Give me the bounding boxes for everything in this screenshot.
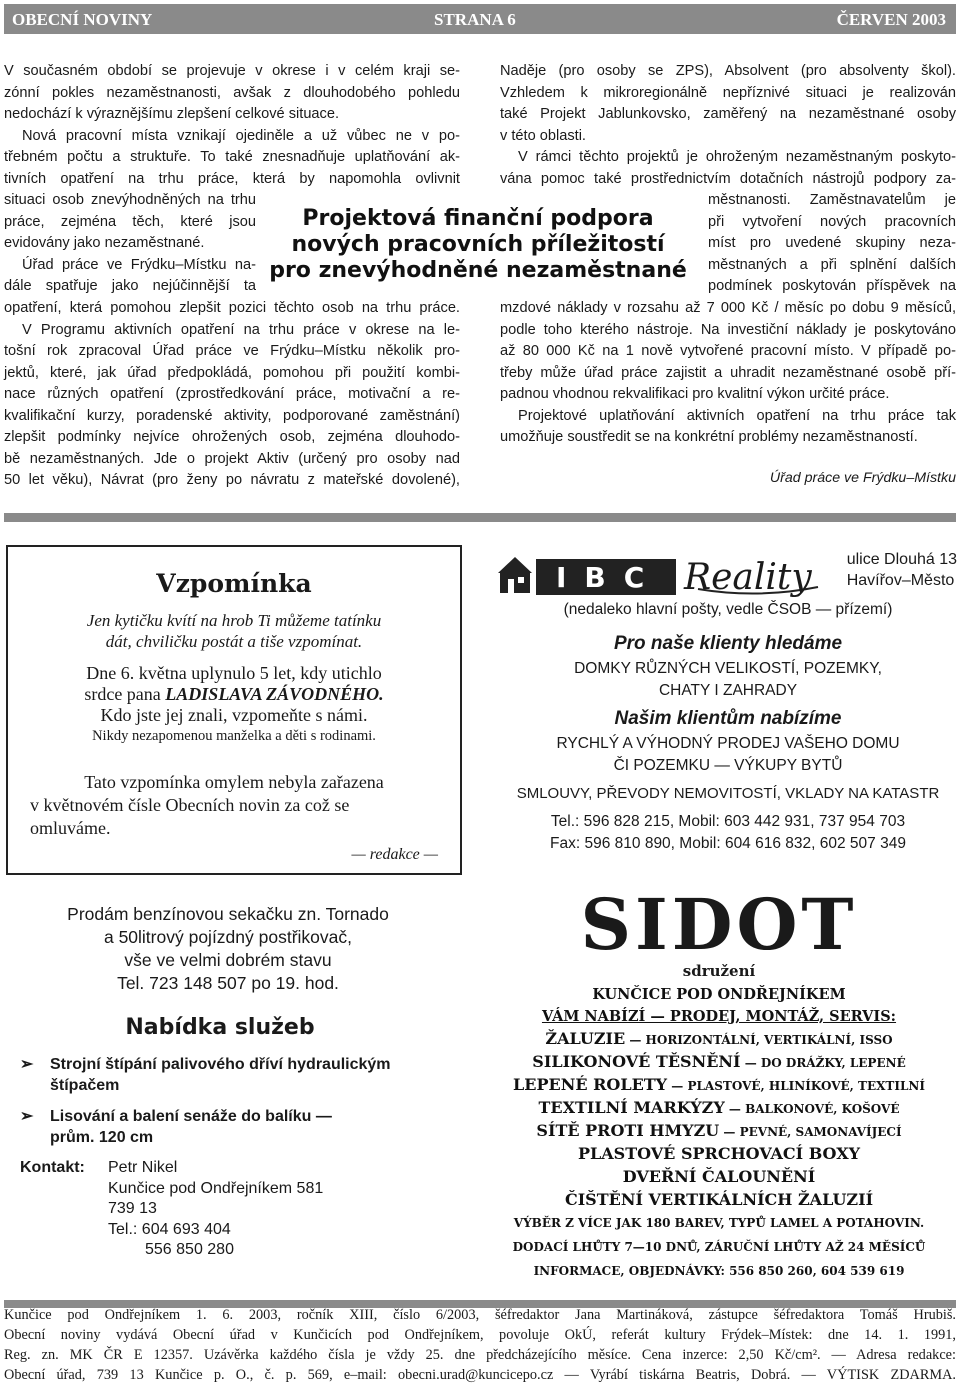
imprint-line: Reg. zn. MK ČR E 12357. Uzávěrka každého čísla je vždy 25. dne předcházejícího měsíce. Cena inzerce: 2,50 Kč/cm². — Adresa redakce: xyxy=(4,1347,956,1363)
sidot-line-calouneni: DVEŘNÍ ČALOUNĚNÍ xyxy=(622,1167,816,1186)
article-right-wrap xyxy=(708,190,956,298)
services-contact xyxy=(20,1158,460,1261)
ibc-logo xyxy=(498,553,828,597)
sidot-logo: SIDOT xyxy=(580,883,858,966)
newspaper-name: OBECNÍ NOVINY xyxy=(12,10,153,29)
contact-line: 739 13 xyxy=(108,1200,157,1217)
contact-line: 556 850 280 xyxy=(145,1241,234,1258)
sidot-line-cisteni: ČIŠTĚNÍ VERTIKÁLNÍCH ŽALUZIÍ xyxy=(564,1190,874,1209)
memorial-line: Nikdy nezapomenou manželka a děti s rodinami. xyxy=(92,728,376,744)
text-line: v této oblasti. xyxy=(500,127,586,144)
memorial-apology xyxy=(30,771,438,840)
apology-line: omluváme. xyxy=(30,818,111,838)
sidot-line-lhuty: DODACÍ LHŮTY 7—10 DNŮ, ZÁRUČNÍ LHŮTY AŽ 24 MĚSÍCŮ xyxy=(512,1240,926,1254)
title-line: nových pracovních příležitostí xyxy=(291,232,665,257)
ibc-location: (nedaleko hlavní pošty, vedle ČSOB — přízemí) xyxy=(563,601,893,618)
text-line: bě nezaměstnaných. Jde o projekt Aktiv (určený pro osoby nad xyxy=(4,450,460,467)
product-detail: — PEVNÉ, SAMONAVÍJECÍ xyxy=(719,1125,902,1139)
poem-line: dát, chviličku postát a tiše vzpomínat. xyxy=(105,632,363,651)
memorial-line: Kdo jste jej znali, vzpomeňte s námi. xyxy=(100,705,368,725)
text-line: V rámci těchto projektů je ohroženým nezaměstnaným poskyto- xyxy=(518,149,956,165)
memorial-line: Dne 6. května uplynulo 5 let, kdy utichlo xyxy=(86,663,382,683)
services-title: Nabídka služeb xyxy=(125,1015,315,1040)
text-line: padnou vhodnou rekvalifikaci pro kvalitní výkon určité práce. xyxy=(500,386,890,402)
imprint-line: Obecní úřad, 739 13 Kunčice p. O., č. p. 569, e–mail: obecni.urad@kuncicepo.cz — Vyrábí tiskárna Beatris, Dobrá. — VÝTISK ZDARMA. xyxy=(4,1367,956,1383)
classified-line: Prodám benzínovou sekačku zn. Tornado xyxy=(67,904,389,924)
article-left-top xyxy=(4,61,460,190)
product-name: SILIKONOVÉ TĚSNĚNÍ xyxy=(532,1052,741,1071)
memorial-line xyxy=(8,684,460,705)
product-detail: — BALKONOVÉ, KOŠOVÉ xyxy=(724,1102,900,1116)
text-line: kvalifikační kurzy, poradenské aktivity, podporované zaměstnání) xyxy=(4,407,460,424)
memorial-box xyxy=(6,545,462,875)
product-name: SÍTĚ PROTI HMYZU xyxy=(536,1121,720,1140)
product-detail: — HORIZONTÁLNÍ, VERTIKÁLNÍ, ISSO xyxy=(625,1033,893,1047)
classified-ad xyxy=(8,903,448,995)
sidot-line-rolety xyxy=(478,1075,960,1094)
product-detail: — DO DRÁŽKY, LEPENÉ xyxy=(740,1056,906,1070)
text-line: opatření, která pomohou zlepšit pozici těchto osob na trhu práce. xyxy=(4,300,460,316)
issue-date: ČERVEN 2003 xyxy=(836,10,946,29)
sidot-sub: sdružení xyxy=(682,962,756,980)
article-right-bottom xyxy=(500,298,956,449)
text-line: zlepšit podmínky nejvíce ohrožených osob, zejména dlouhodo- xyxy=(4,429,460,445)
text-line: třebném počtu a struktuře. To také znesnadňuje uplatňování ak- xyxy=(4,149,460,165)
classified-line: a 50litrový pojízdný postřikovač, xyxy=(103,927,353,947)
text-line: umožňuje soustředit se na konkrétní problémy nezaměstnaností. xyxy=(500,429,918,445)
sidot-place: KUNČICE POD ONDŘEJNÍKEM xyxy=(592,986,846,1003)
memorial-line-start: srdce pana xyxy=(84,684,166,704)
text-line: městnaných a při splnění dalších xyxy=(708,256,956,273)
imprint xyxy=(4,1305,956,1385)
services-ad xyxy=(20,1015,460,1261)
apology-line: v květnovém čísle Obecních novin za což se xyxy=(30,795,350,815)
text-line: podmínek poskytován příspěvek na xyxy=(708,278,956,294)
text-line: mzdové náklady v rozsahu až 7 000 Kč / měsíc po dobu 9 měsíců, xyxy=(500,300,956,316)
text-line: nedochází k výraznějšímu zlepšení celkové situace. xyxy=(4,106,340,122)
text-line: 50 let věku), Návrat (pro ženy po návratu z mateřské dovolené), xyxy=(4,472,460,488)
sidot-line-zaluzie xyxy=(478,1029,960,1048)
service-line: Strojní štípání palivového dříví hydraulickým xyxy=(50,1056,391,1073)
separator-rule xyxy=(4,513,956,522)
memorial-text xyxy=(8,663,460,747)
ibc-fax: Fax: 596 810 890, Mobil: 604 616 832, 602 507 349 xyxy=(550,835,906,852)
imprint-line: Obecní noviny vydává Obecní úřad v Kunčicích pod Ondřejníkem, povoluje OkÚ, referát kultury Frýdek–Místek: dne 14. 1. 1991, xyxy=(4,1327,956,1343)
sidot-offer: VÁM NABÍZÍ — PRODEJ, MONTÁŽ, SERVIS: xyxy=(541,1008,897,1025)
address-line: Havířov–Město xyxy=(846,572,955,589)
address-line: ulice Dlouhá 13 xyxy=(846,551,957,568)
service-line: štípačem xyxy=(50,1077,120,1094)
ibc-address xyxy=(847,549,957,591)
text-line: dále spatřuje jako nejúčinnější ta xyxy=(4,278,256,294)
article-title xyxy=(258,206,698,284)
deceased-name: LADISLAVA ZÁVODNÉHO. xyxy=(165,684,384,704)
text-line: evidovány jako nezaměstnané. xyxy=(4,235,205,251)
text-line: zónní pokles nezaměstnanosti, avšak z dlouhodobého pohledu xyxy=(4,84,460,101)
ibc-search-heading: Pro naše klienty hledáme xyxy=(613,633,843,654)
text-line: městnanosti. Zaměstnavatelům je xyxy=(708,192,956,208)
text-line: vána pomoc také prostřednictvím dotačních nástrojů podpory za- xyxy=(500,170,956,187)
ibc-tel: Tel.: 596 828 215, Mobil: 603 442 931, 737 954 703 xyxy=(550,813,906,830)
text-line: V současném období se projevuje v okrese i v celém kraji se- xyxy=(4,63,460,79)
memorial-title: Vzpomínka xyxy=(156,569,312,598)
article-signature: Úřad práce ve Frýdku–Místku xyxy=(769,470,956,486)
contact-line: Kunčice pod Ondřejníkem 581 xyxy=(108,1179,324,1197)
article-left-bottom xyxy=(4,298,460,492)
text-line: podle toho kterého nástroje. Na investiční náklady je poskytováno xyxy=(500,321,956,338)
text-line: Vzhledem k mikroregionálně nepříznivé situaci je realizován xyxy=(500,84,956,101)
text-line: nace různých opatření (zprostředkování práce, motivační a re- xyxy=(4,386,460,402)
sidot-line-site xyxy=(478,1121,960,1140)
article-right-top xyxy=(500,61,956,190)
text-line: Naděje (pro osoby se ZPS), Absolvent (pro absolventy škol). xyxy=(500,63,956,79)
ibc-logo-script: Reality xyxy=(684,557,812,598)
article-left-wrap xyxy=(4,190,256,298)
ibc-logo-text: IBC xyxy=(556,561,663,594)
product-name: LEPENÉ ROLETY xyxy=(513,1075,668,1094)
imprint-line: Kunčice pod Ondřejníkem 1. 6. 2003, ročník XIII, číslo 6/2003, šéfredaktor Jana Martináková, zástupce šéfredaktora Tomáš Hrubiš. xyxy=(4,1307,956,1323)
contact-details xyxy=(108,1158,460,1261)
sidot-line-vyber: VÝBĚR Z VÍCE JAK 180 BAREV, TYPŮ LAMEL A POTAHOVIN. xyxy=(513,1216,925,1230)
text-line: tivních opatření na trhu práce, která by napomohla ovlivnit xyxy=(4,170,460,187)
title-line: pro znevýhodněné nezaměstnané xyxy=(269,258,687,283)
service-item xyxy=(20,1106,460,1148)
poem-line: Jen kytičku kvítí na hrob Ti můžeme tatínku xyxy=(86,611,382,630)
page-number: STRANA 6 xyxy=(434,10,516,29)
sidot-line-markyzy xyxy=(478,1098,960,1117)
service-line: Lisování a balení senáže do balíku — xyxy=(50,1108,332,1125)
ibc-item: ČI POZEMKU — VÝKUPY BYTŮ xyxy=(613,757,843,774)
classified-line: Tel. 723 148 507 po 19. hod. xyxy=(117,973,339,993)
contact-label: Kontakt: xyxy=(20,1159,85,1176)
ibc-offer-heading: Našim klientům nabízíme xyxy=(614,708,842,729)
sidot-line-tesneni xyxy=(478,1052,960,1071)
text-line: třeby může úřad práce zajistit a uhradit nezaměstnané osobě pří- xyxy=(500,364,956,381)
ibc-services: SMLOUVY, PŘEVODY NEMOVITOSTÍ, VKLADY NA KATASTR xyxy=(516,785,940,802)
ibc-ad xyxy=(495,543,957,875)
text-line: Nová pracovní místa vznikají ojediněle a už vůbec ne v po- xyxy=(22,127,460,144)
page-header xyxy=(4,4,956,34)
sidot-line-boxy: PLASTOVÉ SPRCHOVACÍ BOXY xyxy=(577,1144,861,1163)
text-line: Úřad práce ve Frýdku–Místku na- xyxy=(22,256,256,273)
text-line: při vytvoření nových pracovních xyxy=(708,213,956,230)
memorial-poem xyxy=(8,610,460,652)
text-line: V Programu aktivních opatření na trhu práce v okrese na le- xyxy=(22,321,460,338)
ibc-item: CHATY I ZAHRADY xyxy=(658,682,798,699)
text-line: míst pro uvedené skupiny neza- xyxy=(708,235,956,251)
apology-line: Tato vzpomínka omylem nebyla zařazena xyxy=(84,772,384,792)
service-item xyxy=(20,1054,460,1096)
contact-line: Petr Nikel xyxy=(108,1159,178,1176)
arrow-bullet-icon: ➢ xyxy=(20,1056,34,1073)
product-detail: — PLASTOVÉ, HLINÍKOVÉ, TEXTILNÍ xyxy=(667,1079,925,1093)
text-line: tošní rok zpracoval Úřad práce ve Frýdku–Místku několik pro- xyxy=(4,343,460,359)
memorial-sign: — redakce — xyxy=(351,846,438,863)
text-line: až 80 000 Kč na 1 nově vytvořené pracovní místo. V případě po- xyxy=(500,343,956,359)
text-line: také Projekt Jablunkovsko, zaměřený na nezaměstnané osoby xyxy=(500,106,956,122)
classified-line: vše ve velmi dobrém stavu xyxy=(124,950,332,970)
ibc-search-items xyxy=(495,658,960,702)
text-line: situaci osob znevýhodněných na trhu xyxy=(4,192,256,208)
service-line: prům. 120 cm xyxy=(50,1129,154,1146)
text-line: Projektové uplatňování aktivních opatření na trhu práce tak xyxy=(518,407,956,424)
ibc-offer-items xyxy=(495,733,960,777)
sidot-ad xyxy=(478,883,960,1298)
ibc-item: RYCHLÝ A VÝHODNÝ PRODEJ VAŠEHO DOMU xyxy=(556,735,900,752)
product-name: TEXTILNÍ MARKÝZY xyxy=(538,1098,725,1117)
sidot-line-info: INFORMACE, OBJEDNÁVKY: 556 850 260, 604 539 619 xyxy=(533,1264,905,1278)
arrow-bullet-icon: ➢ xyxy=(20,1108,34,1125)
contact-line: Tel.: 604 693 404 xyxy=(108,1220,231,1238)
title-line: Projektová finanční podpora xyxy=(302,206,654,231)
product-name: ŽALUZIE xyxy=(545,1029,626,1048)
text-line: jektů, které, jak úřad předpokládá, pomohou při použití kombi- xyxy=(4,364,460,381)
text-line: práce, zejména těch, které jsou xyxy=(4,213,256,230)
ibc-item: DOMKY RŮZNÝCH VELIKOSTÍ, POZEMKY, xyxy=(574,660,882,677)
